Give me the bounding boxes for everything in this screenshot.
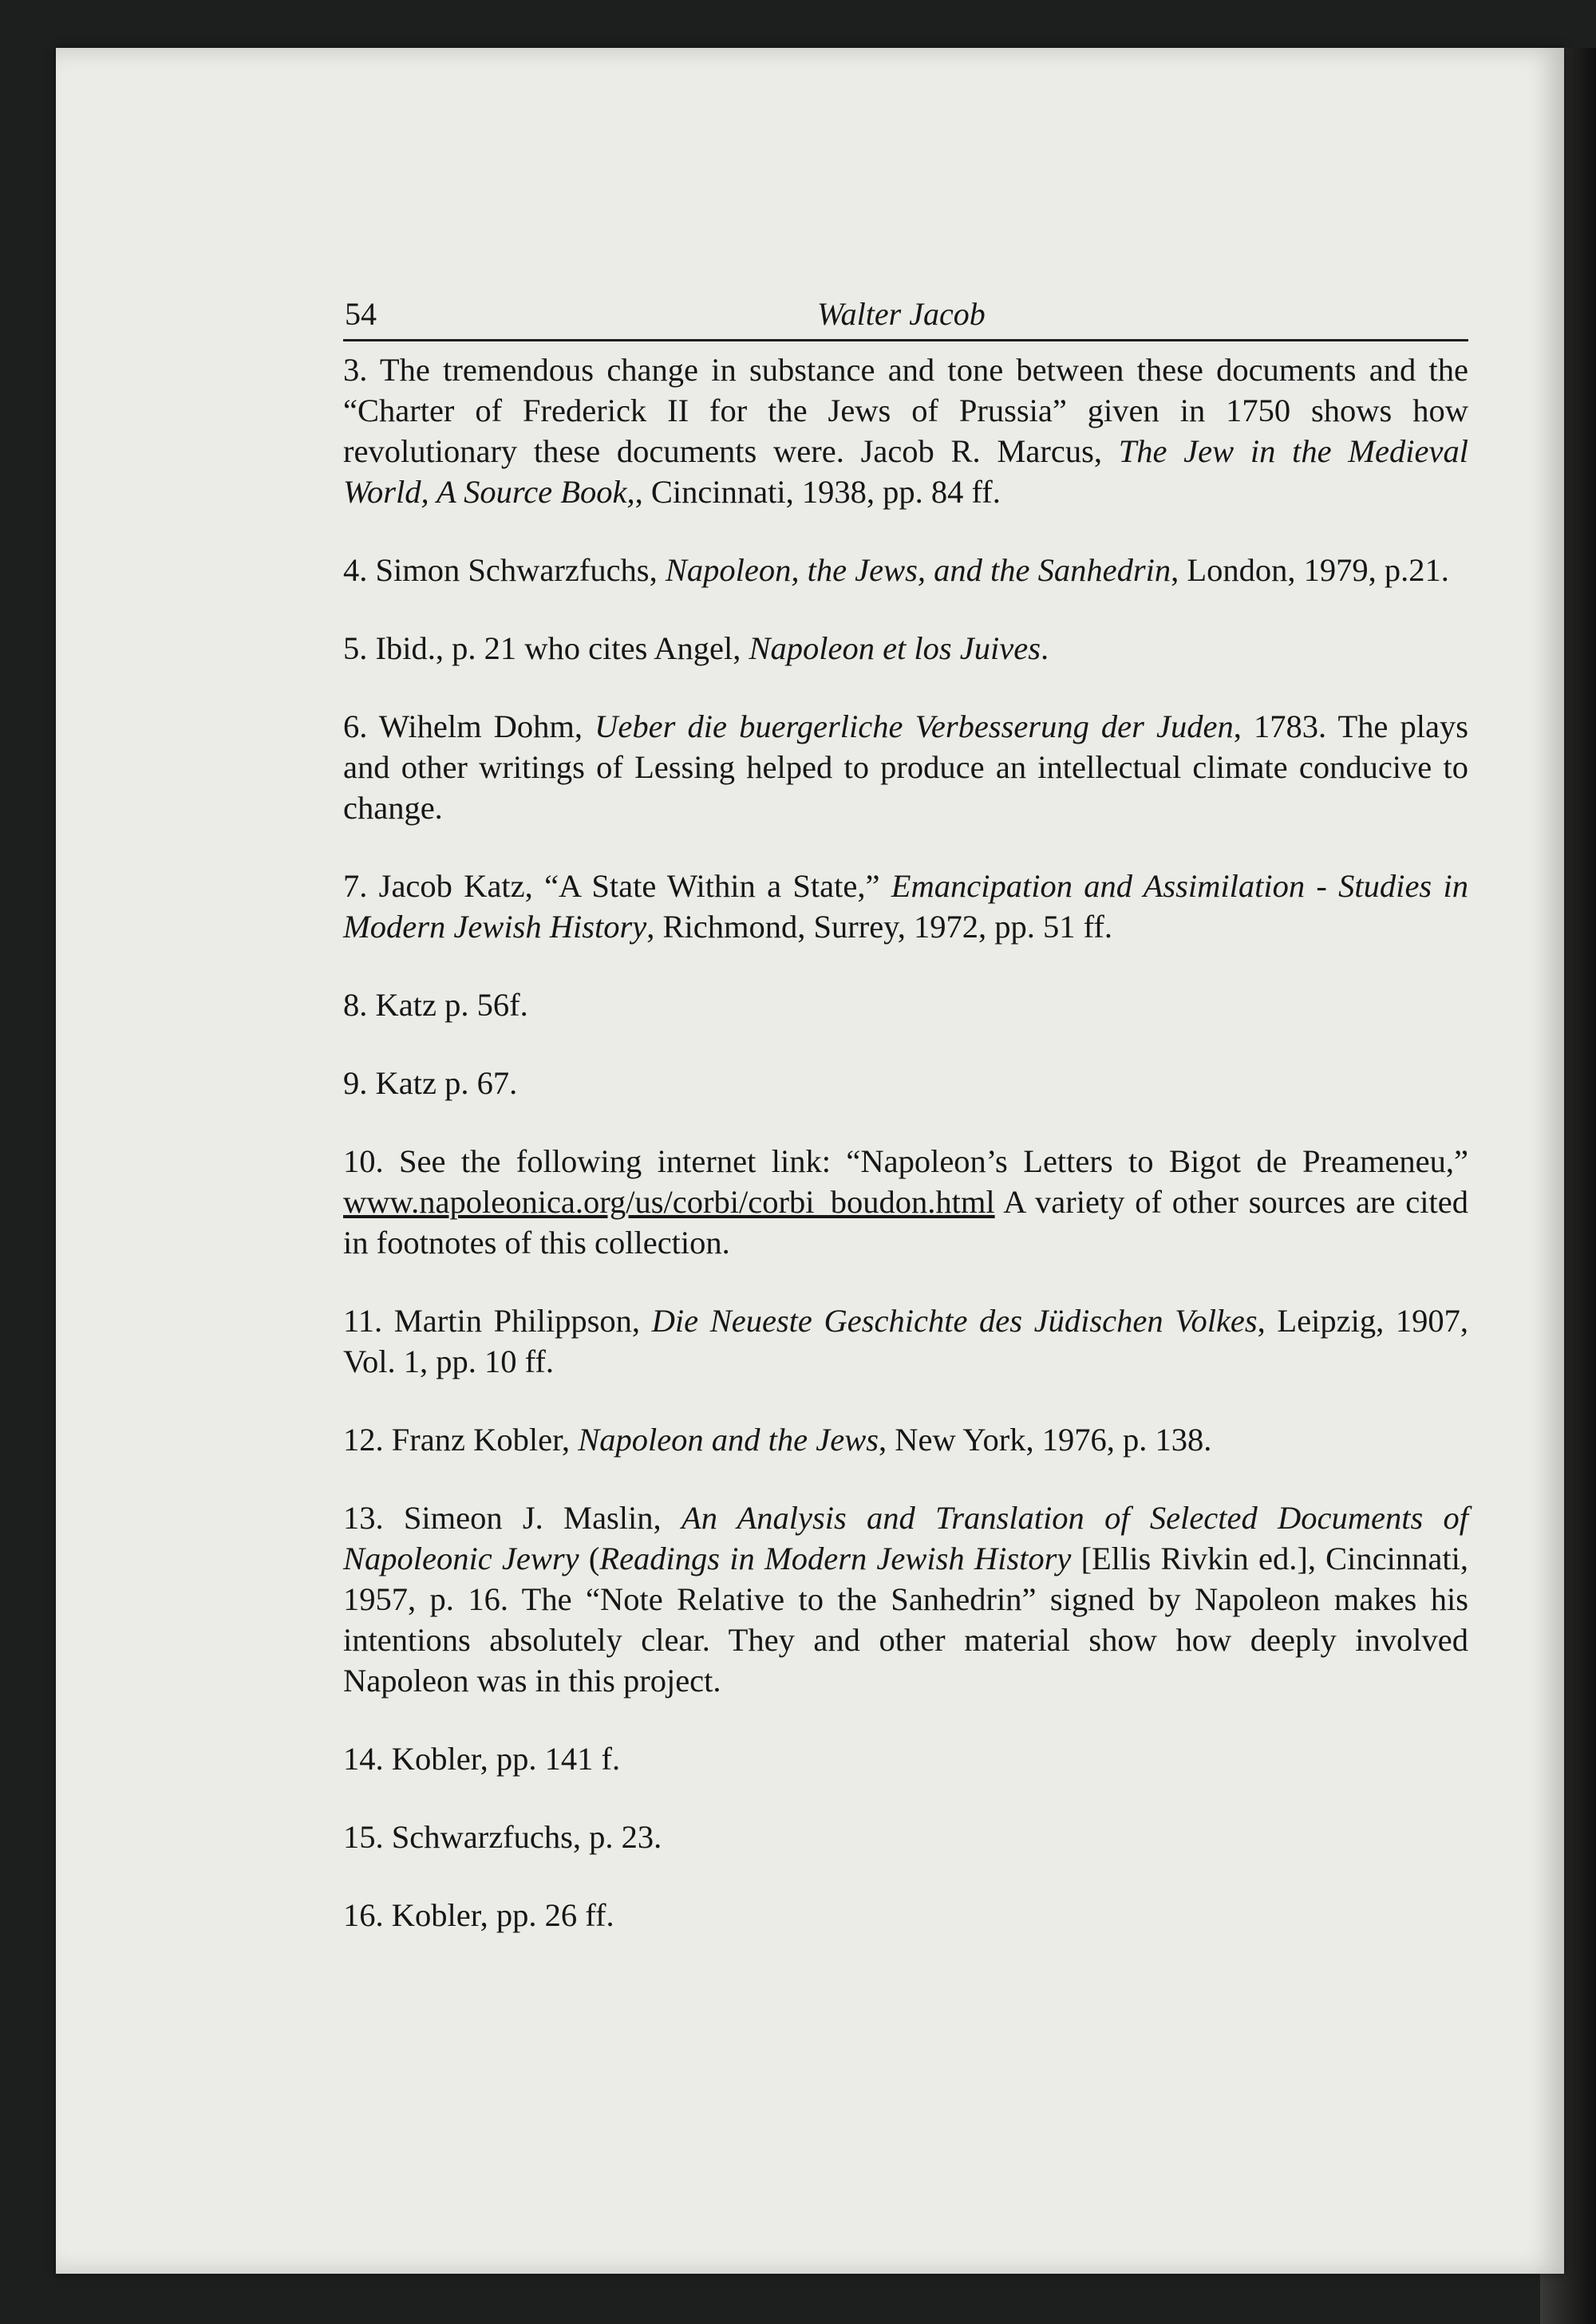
endnote <box>343 550 1468 590</box>
endnote-text: A variety of other sources are cited in footnotes of this collection. <box>343 1184 1468 1261</box>
endnote <box>343 349 1468 512</box>
endnote-text: 3. The tremendous change in substance and tone between these documents and the “Charter of Frederick II for the Jews of Prussia” given in 1750 shows how revolutionary these documents were. Jacob R. Marcus, <box>343 352 1468 469</box>
endnote <box>343 1300 1468 1382</box>
endnote-text: 10. See the following internet link: “Napoleon’s Letters to Bigot de Preameneu,” <box>343 1143 1468 1179</box>
endnote <box>343 628 1468 669</box>
endnote-text: 6. Wihelm Dohm, <box>343 708 595 744</box>
endnote-text: 15. Schwarzfuchs, p. 23. <box>343 1819 662 1855</box>
endnote-title: The Jew in the Medieval World, A Source Book, <box>343 433 1468 510</box>
endnote-title: Die Neueste Geschichte des Jüdischen Volkes <box>651 1303 1258 1339</box>
endnote <box>343 1817 1468 1857</box>
endnote-text: 8. Katz p. 56f. <box>343 987 528 1023</box>
endnote-text: 5. Ibid., p. 21 who cites Angel, <box>343 630 749 666</box>
endnote-text: 13. Simeon J. Maslin, <box>343 1500 681 1536</box>
endnote-text: 4. Simon Schwarzfuchs, <box>343 552 666 588</box>
endnote-text: 7. Jacob Katz, “A State Within a State,” <box>343 868 891 904</box>
endnote <box>343 1419 1468 1460</box>
page-header <box>343 296 1468 341</box>
endnotes-list <box>343 349 1468 1935</box>
endnote-title: Readings in Modern Jewish History <box>599 1541 1072 1576</box>
endnote-text: [Ellis Rivkin ed.], Cincinnati, 1957, p. 16. The “Note Relative to the Sanhedrin” signed by Napoleon makes his intentions absolutely clear. They and other material show how deeply involved Napoleon was in this project. <box>343 1541 1469 1699</box>
endnote-text: , Leipzig, 1907, Vol. 1, pp. 10 ff. <box>343 1303 1468 1379</box>
internet-link[interactable]: www.napoleonica.org/us/corbi/corbi_boudon.html <box>343 1184 995 1220</box>
endnote <box>343 1895 1468 1935</box>
endnote-text: ( <box>579 1541 600 1576</box>
endnote-text: , 1783. The plays and other writings of Lessing helped to produce an intellectual climate conducive to change. <box>343 708 1468 826</box>
running-head: Walter Jacob <box>817 296 986 332</box>
endnote-text: 9. Katz p. 67. <box>343 1065 518 1101</box>
endnote-title: An Analysis and Translation of Selected Documents of Napoleonic Jewry <box>343 1500 1468 1576</box>
endnote-title: Napoleon et los Juives <box>749 630 1041 666</box>
endnote-title: Napoleon and the Jews <box>578 1422 879 1458</box>
endnote-text: 16. Kobler, pp. 26 ff. <box>343 1897 614 1933</box>
page-content <box>343 296 1469 1935</box>
endnote-text: , London, 1979, p.21. <box>1171 552 1449 588</box>
endnote-text: , New York, 1976, p. 138. <box>879 1422 1212 1458</box>
endnote-title: Ueber die buergerliche Verbesserung der Juden <box>595 708 1234 744</box>
endnote-text: , Richmond, Surrey, 1972, pp. 51 ff. <box>646 909 1113 945</box>
endnote <box>343 1063 1468 1103</box>
endnote <box>343 984 1468 1025</box>
endnote-title: Napoleon, the Jews, and the Sanhedrin <box>665 552 1171 588</box>
endnote-text: . <box>1041 630 1049 666</box>
endnote-text: 14. Kobler, pp. 141 f. <box>343 1741 621 1777</box>
endnote-text: 11. Martin Philippson, <box>343 1303 652 1339</box>
page-number: 54 <box>345 296 377 332</box>
endnote-text: , Cincinnati, 1938, pp. 84 ff. <box>634 474 1001 510</box>
endnote <box>343 706 1468 828</box>
endnote <box>343 1738 1468 1779</box>
endnote-text: 12. Franz Kobler, <box>343 1422 579 1458</box>
endnote <box>343 866 1468 947</box>
endnote <box>343 1141 1468 1263</box>
endnote-title: Emancipation and Assimilation - Studies in Modern Jewish History <box>343 868 1468 945</box>
endnote <box>343 1497 1468 1701</box>
